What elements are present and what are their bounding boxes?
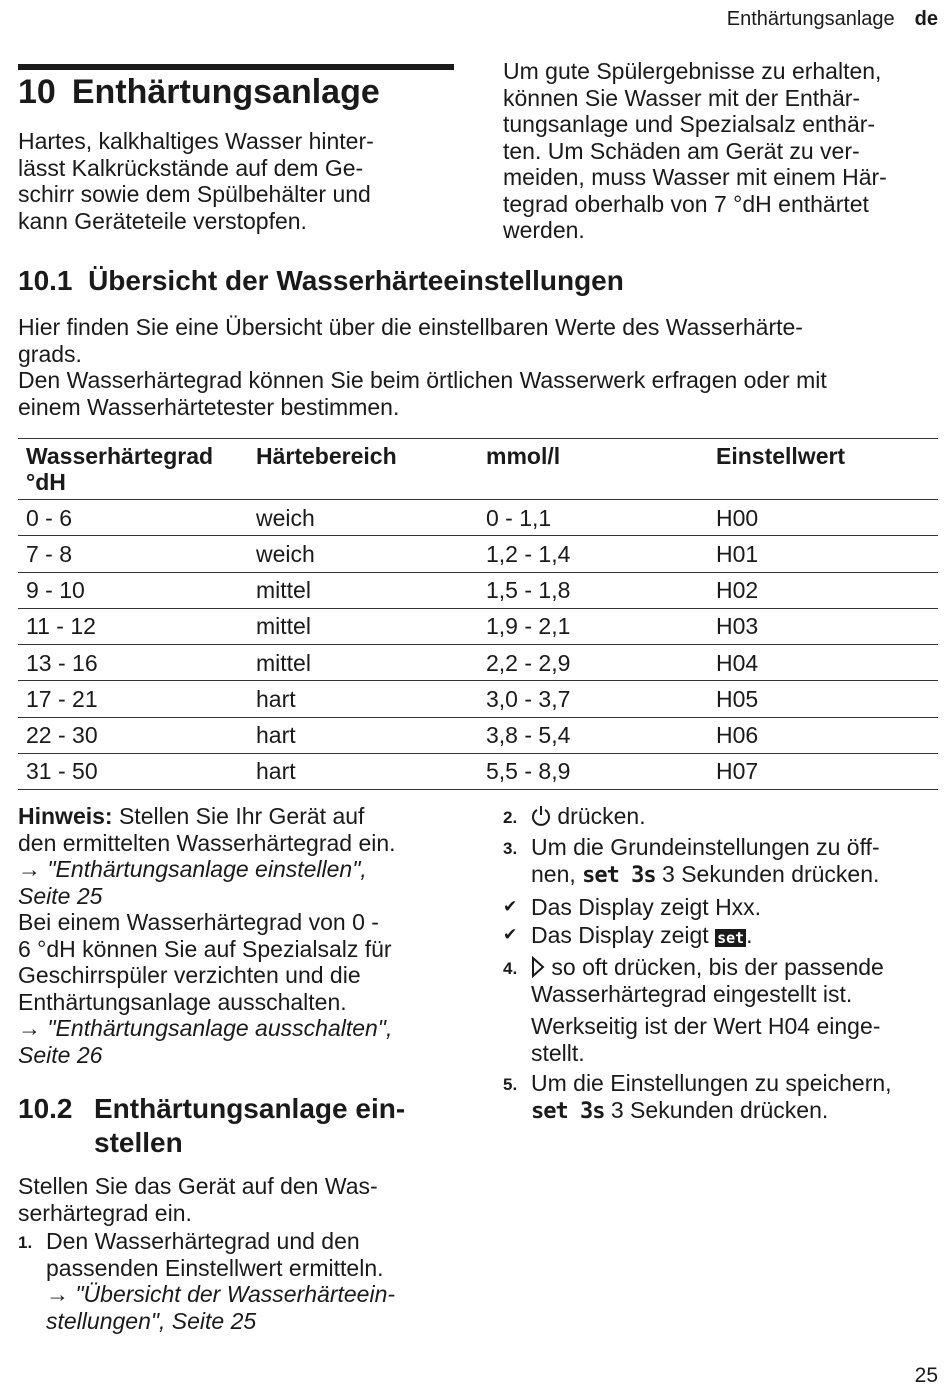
table-cell: 0 - 1,1 xyxy=(486,504,552,531)
result-1: ✔ Das Display zeigt Hxx. xyxy=(503,894,762,920)
page-number: 25 xyxy=(914,1364,938,1387)
table-header-cell: Härtebereich xyxy=(256,443,397,469)
running-header-lang: de xyxy=(914,8,938,30)
table-header-row xyxy=(18,439,938,500)
step-2: 2. drücken. xyxy=(503,803,646,829)
table-cell: weich xyxy=(256,504,315,531)
step-4: 4. so oft drücken, bis der passende Wasserhärtegrad eingestellt ist. Werkseitig ist der Wert H04 einge- stellt. xyxy=(503,954,884,1066)
table-cell: 31 - 50 xyxy=(26,758,98,785)
check-icon: ✔ xyxy=(503,897,518,916)
table-cell: hart xyxy=(256,758,296,785)
table-cell: 17 - 21 xyxy=(26,685,98,712)
table-row xyxy=(18,645,938,681)
table-cell: mittel xyxy=(256,613,311,640)
step-5: 5. Um die Einstellungen zu speichern, set 3s 3 Sekunden drücken. xyxy=(503,1070,892,1124)
table-cell: 7 - 8 xyxy=(26,540,73,567)
power-icon xyxy=(531,805,551,827)
note-block: Hinweis: Stellen Sie Ihr Gerät auf den ermittelten Wasserhärtegrad ein. → "Enthärtungsanlage einstellen", Seite 25 Bei einem Wasserhärtegrad von 0 - 6 °dH können Sie auf Spezialsalz für Geschirrspüler verzichten und die Enthärtungsanlage ausschalten. → "Enthärtungsanlage ausschalten", Seite 26 xyxy=(18,803,454,1068)
table-cell: H00 xyxy=(716,504,759,531)
table-cell: hart xyxy=(256,722,296,749)
table-cell: 11 - 12 xyxy=(26,613,96,640)
table-cell: 5,5 - 8,9 xyxy=(486,758,571,785)
table-cell: H04 xyxy=(716,649,759,676)
table-cell: 3,8 - 5,4 xyxy=(486,722,571,749)
result-2: ✔ Das Display zeigt set. xyxy=(503,922,753,948)
chapter-intro-left: Hartes, kalkhaltiges Wasser hinter- lässt Kalkrückstände auf dem Ge- schirr sowie dem Spülbehälter und kann Geräteteile verstopfen. xyxy=(18,128,374,234)
table-row xyxy=(18,681,938,717)
table-cell: weich xyxy=(256,540,315,567)
step-1: 1. Den Wasserhärtegrad und den passenden Einstellwert ermitteln. → "Übersicht der Wasserhärteein- stellungen", Seite 25 xyxy=(18,1228,454,1334)
table-row xyxy=(18,717,938,753)
table-cell: 1,2 - 1,4 xyxy=(486,540,571,567)
table-cell: H06 xyxy=(716,722,759,749)
table-cell: H02 xyxy=(716,577,759,604)
section-heading-set: 10.2 Enthärtungsanlage ein- stellen xyxy=(18,1093,406,1158)
table-row xyxy=(18,572,938,608)
table-cell: 9 - 10 xyxy=(26,577,85,604)
table-cell: hart xyxy=(256,685,296,712)
arrow-right-icon xyxy=(531,956,545,978)
table-row xyxy=(18,753,938,789)
section-heading-overview: 10.1 Übersicht der Wasserhärteeinstellungen xyxy=(18,265,624,296)
table-cell: 1,5 - 1,8 xyxy=(486,577,571,604)
step-1-link[interactable]: → "Übersicht der Wasserhärteein- xyxy=(46,1281,396,1307)
table-cell: 22 - 30 xyxy=(26,722,98,749)
set-3s-key: set 3s xyxy=(531,1098,605,1124)
note-link-set[interactable]: → "Enthärtungsanlage einstellen", xyxy=(18,856,367,882)
table-cell: 3,0 - 3,7 xyxy=(486,685,571,712)
table-row xyxy=(18,500,938,536)
table-cell: mittel xyxy=(256,649,311,676)
section-set-paragraph: Stellen Sie das Gerät auf den Was- serhärtegrad ein. xyxy=(18,1173,378,1226)
table-cell: 13 - 16 xyxy=(26,649,98,676)
table-cell: 2,2 - 2,9 xyxy=(486,649,571,676)
step-3: 3. Um die Grundeinstellungen zu öff- nen, set 3s 3 Sekunden drücken. xyxy=(503,834,880,888)
check-icon: ✔ xyxy=(503,925,518,944)
table-cell: H03 xyxy=(716,613,759,640)
table-cell: 1,9 - 2,1 xyxy=(486,613,571,640)
running-header xyxy=(727,8,938,31)
chapter-rule xyxy=(18,64,454,70)
table-header-cell: Wasserhärtegrad °dH xyxy=(26,443,214,495)
table-row xyxy=(18,536,938,572)
table-cell: H07 xyxy=(716,758,759,785)
note-label: Hinweis: xyxy=(18,803,113,829)
chapter-title: 10 Enthärtungsanlage xyxy=(18,73,380,111)
chapter-intro-right: Um gute Spülergebnisse zu erhalten, können Sie Wasser mit der Enthär- tungsanlage und Spezialsalz enthär- ten. Um Schäden am Gerät zu ver- meiden, muss Wasser mit einem Här- tegrad oberhalb von 7 °dH enthärtet werden. xyxy=(503,58,887,243)
set-3s-key: set 3s xyxy=(582,862,656,888)
section-overview-paragraph: Hier finden Sie eine Übersicht über die einstellbaren Werte des Wasserhärte- grads. Den Wasserhärtegrad können Sie beim örtlichen Wasserwerk erfragen oder mit einem Wasserhärtetester bestimmen. xyxy=(18,314,827,420)
table-cell: mittel xyxy=(256,577,311,604)
table-header-cell: mmol/l xyxy=(486,443,561,469)
running-header-section: Enthärtungsanlage xyxy=(726,8,895,30)
table-row xyxy=(18,608,938,644)
display-set-indicator: set xyxy=(717,929,745,947)
water-hardness-table xyxy=(18,438,938,790)
note-link-off[interactable]: → "Enthärtungsanlage ausschalten", xyxy=(18,1015,393,1041)
table-header-cell: Einstellwert xyxy=(716,443,846,469)
table-cell: 0 - 6 xyxy=(26,504,73,531)
table-cell: H05 xyxy=(716,685,759,712)
table-cell: H01 xyxy=(716,540,759,567)
